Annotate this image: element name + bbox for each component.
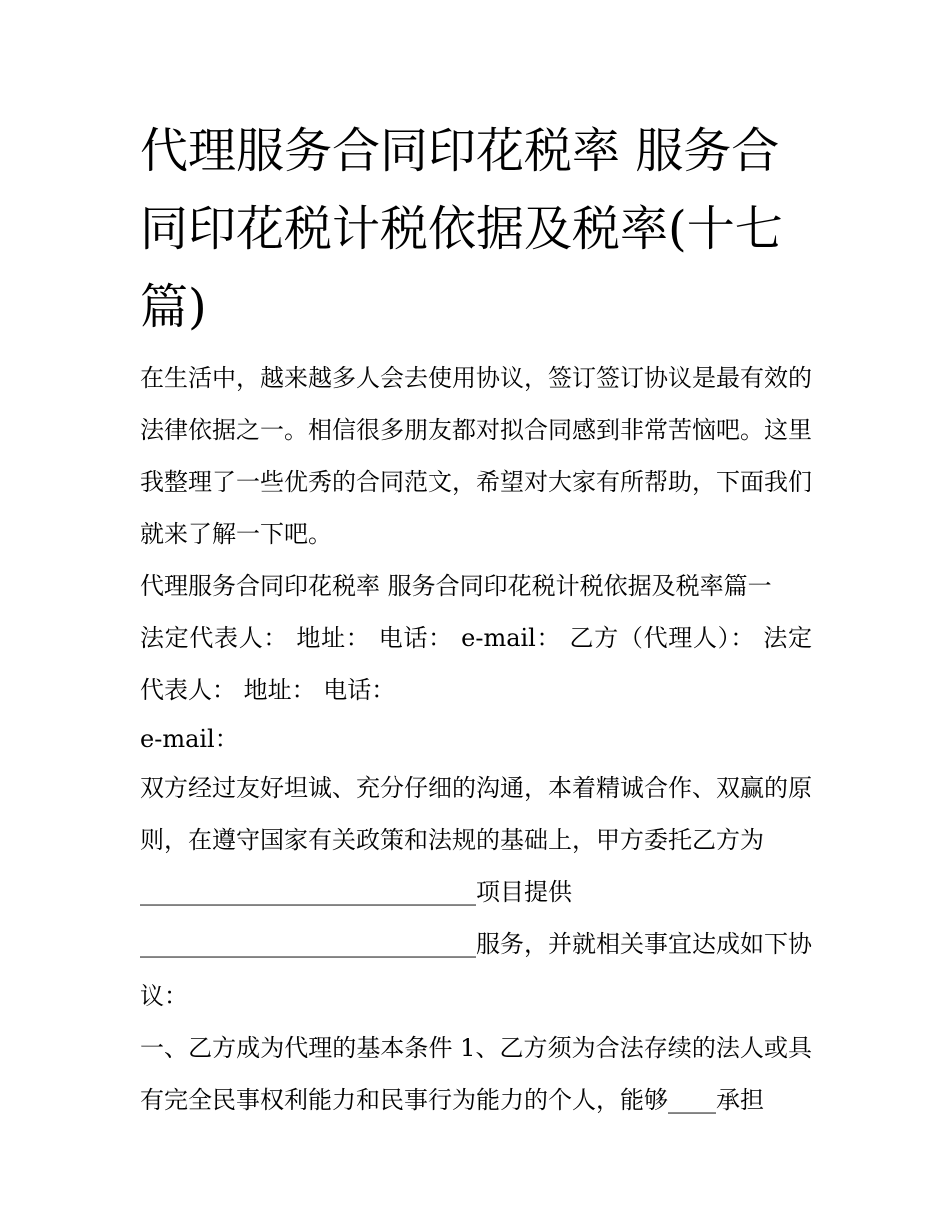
document-title: 代理服务合同印花税率 服务合同印花税计税依据及税率(十七篇) (140, 123, 783, 335)
intro-paragraph: 在生活中，越来越多人会去使用协议，签订签订协议是最有效的法律依据之一。相信很多朋友都对拟合同感到非常苦恼吧。这里我整理了一些优秀的合同范文，希望对大家有所帮助，下面我们就来了解一下吧。 (140, 364, 812, 548)
email-line: e-mail： (140, 725, 239, 753)
section-heading: 代理服务合同印花税率 服务合同印花税计税依据及税率篇一 (140, 572, 772, 600)
project-blank-line: ____________________________项目提供 (140, 878, 572, 906)
agreement-paragraph: 双方经过友好坦诚、充分仔细的沟通，本着精诚合作、双赢的原则，在遵守国家有关政策和法规的基础上，甲方委托乙方为 (140, 774, 812, 854)
clause-one-paragraph: 一、乙方成为代理的基本条件 1、乙方须为合法存续的法人或具有完全民事权利能力和民事行为能力的个人，能够____承担 (140, 1034, 812, 1114)
service-blank-line: ____________________________服务，并就相关事宜达成如下协议： (140, 930, 812, 1010)
document-body (140, 112, 812, 1126)
party-info-paragraph: 法定代表人： 地址： 电话： e-mail： 乙方（代理人）： 法定代表人： 地址： 电话： (140, 624, 812, 704)
